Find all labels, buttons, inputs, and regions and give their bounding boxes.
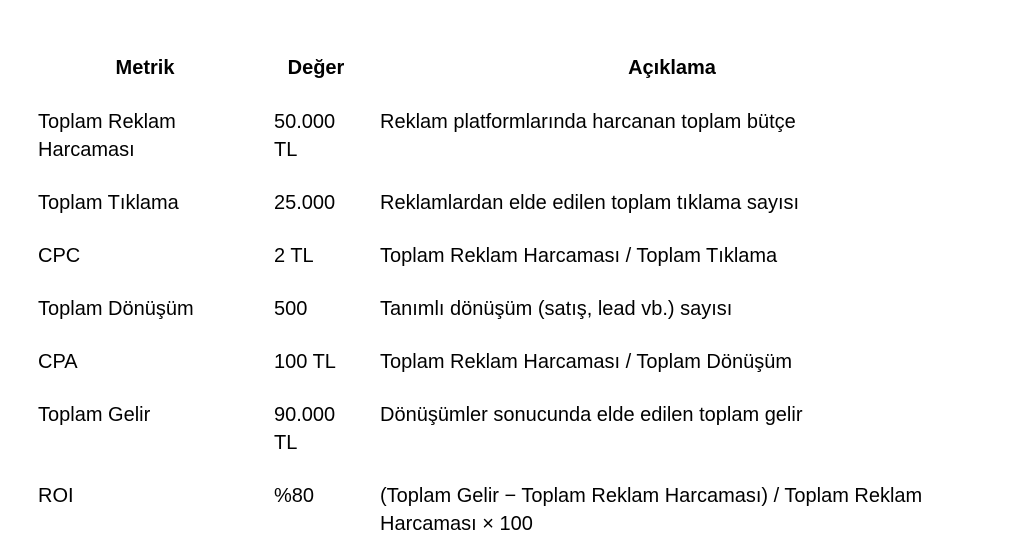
metrics-table [27, 44, 975, 552]
description-cell: Toplam Reklam Harcaması / Toplam Dönüşüm [380, 351, 793, 373]
description-cell: Tanımlı dönüşüm (satış, lead vb.) sayısı [380, 298, 733, 320]
table-row [27, 390, 975, 471]
value-cell: 90.000 TL [274, 404, 336, 454]
table-row [27, 97, 975, 178]
value-cell: 500 [274, 298, 308, 320]
value-cell: 50.000 TL [274, 111, 336, 161]
table-row [27, 337, 975, 390]
description-cell: Dönüşümler sonucunda elde edilen toplam gelir [380, 404, 803, 426]
description-cell: Reklam platformlarında harcanan toplam bütçe [380, 111, 796, 133]
table-row [27, 231, 975, 284]
metric-cell: Toplam Tıklama [38, 192, 179, 214]
value-cell: %80 [274, 485, 315, 507]
metric-cell: CPA [38, 351, 78, 373]
description-cell: (Toplam Gelir − Toplam Reklam Harcaması) / Toplam Reklam Harcaması × 100 [380, 485, 923, 535]
column-header-value: Değer [287, 57, 345, 79]
value-cell: 100 TL [274, 351, 336, 373]
column-header-description: Açıklama [628, 57, 716, 79]
value-cell: 25.000 [274, 192, 336, 214]
value-cell: 2 TL [274, 245, 314, 267]
metric-cell: ROI [38, 485, 74, 507]
header-row [27, 44, 975, 97]
table-row [27, 178, 975, 231]
metric-cell: Toplam Reklam Harcaması [38, 111, 176, 161]
table-row [27, 284, 975, 337]
column-header-metric: Metrik [115, 57, 175, 79]
table-row [27, 471, 975, 552]
metric-cell: Toplam Gelir [38, 404, 151, 426]
description-cell: Toplam Reklam Harcaması / Toplam Tıklama [380, 245, 778, 267]
description-cell: Reklamlardan elde edilen toplam tıklama sayısı [380, 192, 800, 214]
metric-cell: Toplam Dönüşüm [38, 298, 194, 320]
metric-cell: CPC [38, 245, 81, 267]
